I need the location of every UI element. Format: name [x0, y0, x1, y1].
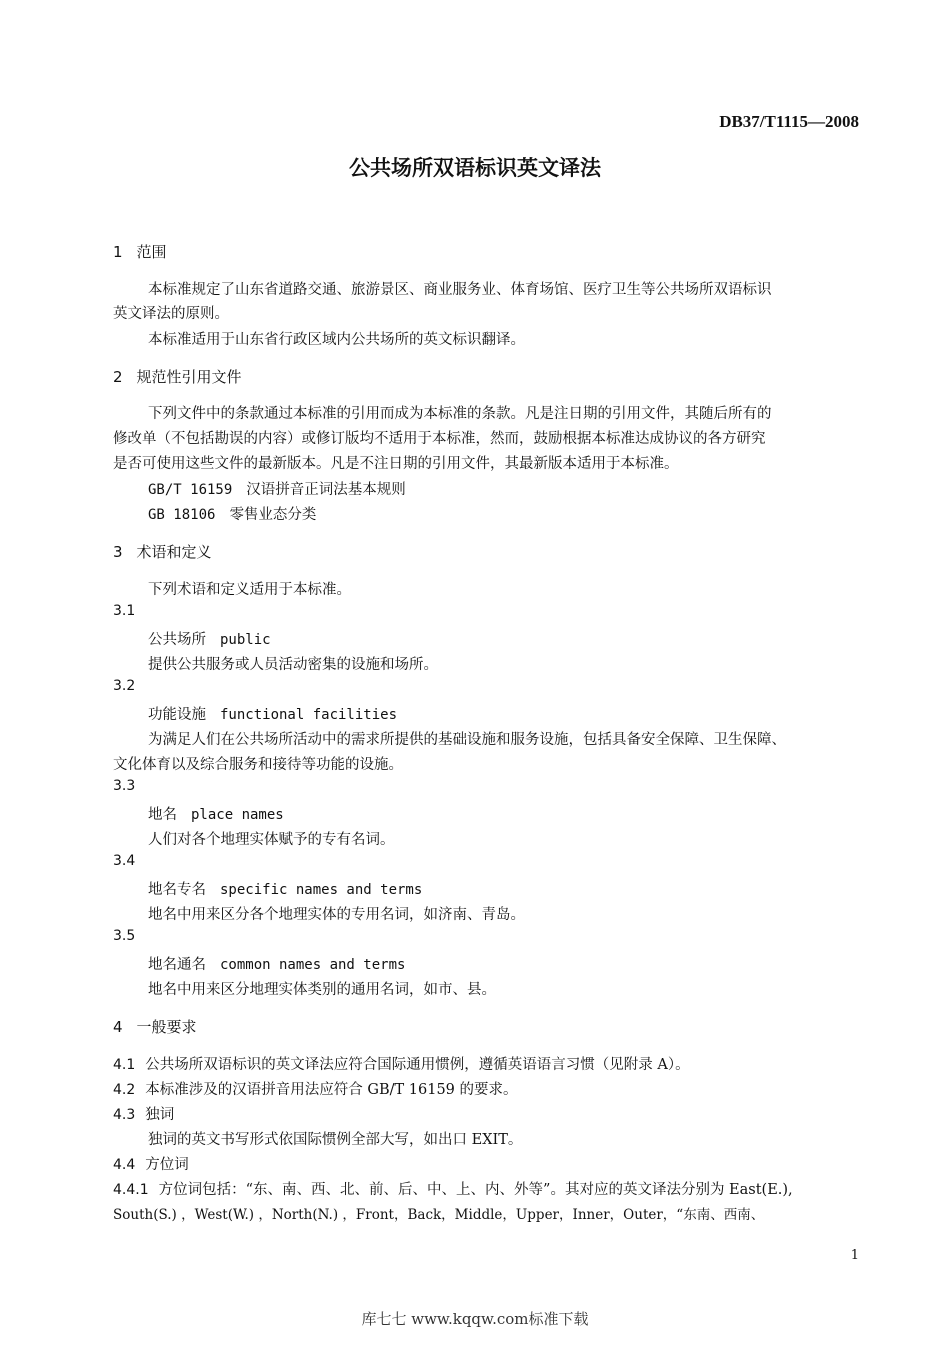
term-definition: 人们对各个地理实体赋予的专有名词。 [148, 832, 395, 848]
clause-number: 4.1 [113, 1057, 136, 1073]
clause-text: 公共场所双语标识的英文译法应符合国际通用惯例，遵循英语语言习惯（见附录 A）。 [145, 1057, 690, 1073]
reference-code: GB 18106 [148, 507, 216, 523]
term-zh: 地名通名 [148, 957, 206, 973]
paragraph-line: 英文译法的原则。 [113, 306, 229, 322]
section-title: 一般要求 [136, 1018, 197, 1036]
section-4-heading [113, 1016, 197, 1037]
term-zh: 地名专名 [148, 882, 206, 898]
clause-4-3 [113, 1103, 174, 1124]
term-en: functional facilities [220, 707, 398, 723]
clause-4-2 [113, 1078, 518, 1099]
term-zh: 公共场所 [148, 632, 206, 648]
page-number: 1 [850, 1248, 859, 1263]
reference-entry [148, 478, 406, 499]
term-number: 3.2 [113, 678, 136, 694]
reference-name: 汉语拼音正词法基本规则 [246, 482, 406, 498]
term-definition: 提供公共服务或人员活动密集的设施和场所。 [148, 657, 438, 673]
reference-code: GB/T 16159 [148, 482, 233, 498]
clause-number: 4.4.1 [113, 1182, 149, 1198]
term-definition: 为满足人们在公共场所活动中的需求所提供的基础设施和服务设施，包括具备安全保障、卫生保障、 [148, 732, 786, 748]
section-number: 3 [113, 543, 123, 561]
section-title: 规范性引用文件 [136, 368, 242, 386]
paragraph-line: 是否可使用这些文件的最新版本。凡是不注日期的引用文件，其最新版本适用于本标准。 [113, 456, 679, 472]
paragraph-line: 本标准适用于山东省行政区域内公共场所的英文标识翻译。 [148, 332, 525, 348]
clause-text: 独词的英文书写形式依国际惯例全部大写，如出口 EXIT。 [148, 1132, 523, 1148]
term-en: place names [191, 807, 284, 823]
term-en: public [220, 632, 271, 648]
clause-title: 方位词 [145, 1157, 189, 1173]
reference-name: 零售业态分类 [229, 507, 317, 523]
clause-number: 4.2 [113, 1082, 136, 1098]
term-number: 3.4 [113, 853, 136, 869]
section-title: 范围 [136, 243, 167, 261]
paragraph-line: 下列术语和定义适用于本标准。 [148, 582, 351, 598]
clause-text: 方位词包括：“东、南、西、北、前、后、中、上、内、外等”。其对应的英文译法分别为 East(E.), [158, 1182, 793, 1198]
term-title [148, 803, 284, 824]
term-zh: 功能设施 [148, 707, 206, 723]
paragraph-line: 本标准规定了山东省道路交通、旅游景区、商业服务业、体育场馆、医疗卫生等公共场所双语标识 [148, 282, 772, 298]
paragraph-line: 修改单（不包括勘误的内容）或修订版均不适用于本标准，然而，鼓励根据本标准达成协议的各方研究 [113, 431, 766, 447]
clause-number: 4.4 [113, 1157, 136, 1173]
term-number: 3.1 [113, 603, 136, 619]
term-definition: 文化体育以及综合服务和接待等功能的设施。 [113, 757, 403, 773]
term-number: 3.3 [113, 778, 136, 794]
section-number: 2 [113, 368, 123, 386]
reference-entry [148, 503, 316, 524]
section-3-heading [113, 541, 212, 562]
term-en: specific names and terms [220, 882, 423, 898]
term-title [148, 703, 397, 724]
term-number: 3.5 [113, 928, 136, 944]
clause-4-4-1 [113, 1178, 793, 1199]
term-definition: 地名中用来区分各个地理实体的专用名词，如济南、青岛。 [148, 907, 525, 923]
clause-4-4 [113, 1153, 189, 1174]
document-title: 公共场所双语标识英文译法 [349, 156, 601, 180]
clause-text: 本标准涉及的汉语拼音用法应符合 GB/T 16159 的要求。 [145, 1082, 518, 1098]
paragraph-line: 下列文件中的条款通过本标准的引用而成为本标准的条款。凡是注日期的引用文件，其随后所有的 [148, 406, 772, 422]
term-title [148, 878, 422, 899]
standard-code: DB37/T1115—2008 [719, 112, 859, 131]
section-1-heading [113, 241, 167, 262]
clause-text: South(S.) ，West(W.) ，North(N.) ，Front，Back，Middle，Upper，Inner，Outer，“东南、西南、 [113, 1207, 765, 1223]
clause-4-1 [113, 1053, 690, 1074]
section-title: 术语和定义 [136, 543, 212, 561]
section-2-heading [113, 366, 242, 387]
term-title [148, 628, 271, 649]
footer-watermark: 库七七 www.kqqw.com标准下载 [361, 1310, 589, 1328]
term-zh: 地名 [148, 807, 177, 823]
clause-title: 独词 [145, 1107, 175, 1123]
term-title [148, 953, 405, 974]
term-en: common names and terms [220, 957, 406, 973]
term-definition: 地名中用来区分地理实体类别的通用名词，如市、县。 [148, 982, 496, 998]
clause-number: 4.3 [113, 1107, 136, 1123]
section-number: 4 [113, 1018, 123, 1036]
section-number: 1 [113, 243, 123, 261]
